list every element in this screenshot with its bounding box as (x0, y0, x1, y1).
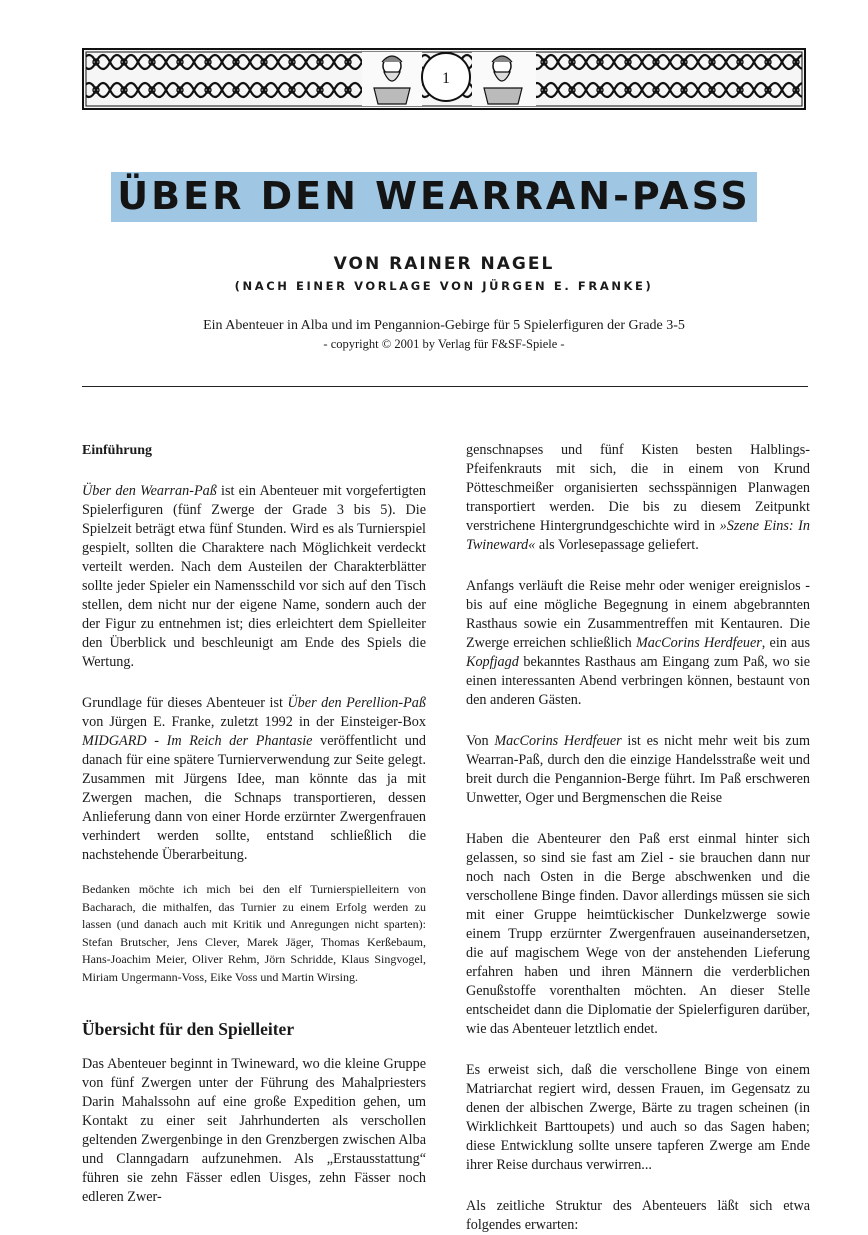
italic-text: MacCorins Herdfeuer (635, 635, 762, 651)
paragraph: Es erweist sich, daß die verschollene Binge von einem Matriarchat regiert wird, dessen Frauen, im Gegensatz zu denen der albischen Zwerge, Bärte zu tragen scheinen (in Wirklichkeit Barttoupets) und auch so das Sagen haben; diese Entwicklung sollte unsere tapferen Zwerge am Ende ihrer Reise durchaus verwirren... (466, 1062, 810, 1173)
paragraph: Das Abenteuer beginnt in Twineward, wo die kleine Gruppe von fünf Zwergen unter der Führung des Mahalpriesters Darin Mahalssohn auf eine große Expedition gehen, um Kontakt zu einer seit Jahrhunderten als verschollen geltenden Zwergenbinge in den Grenzbergen zwischen Alba und Clanngadarn aufzunehmen. Als „Erstausstattung“ führen sie zehn Fässer edlen Uisges, zehn Fässer noch edleren Zwer- (82, 1056, 426, 1205)
text: ist ein Abenteuer mit vorgefertigten Spielerfiguren (fünf Zwerge der Grade 3 bis 5). Die Spielzeit beträgt etwa fünf Stunden. Wird es als Turnierspiel gespielt, sollten die Charaktere nach Möglichkeit verdeckt verteilt werden. Nach dem Austeilen der Charakterblätter sollte jeder Spieler ein Namensschild vor sich auf den Tisch stellen, dem nicht nur der eigene Name, sondern auch der der Figur zu entnehmen ist; dies erleichtert dem Spielleiter den Überblick und beschleunigt am Ende des Spiels die Wertung. (82, 483, 426, 670)
italic-text: Über den Wearran-Paß (82, 483, 217, 499)
text: Von (466, 733, 495, 749)
text: bekanntes Rasthaus am Eingang zum Paß, wo sie einen interessanten Abend verbringen können, bestaunt von den anderen Gästen. (466, 654, 810, 708)
left-column (82, 441, 426, 1207)
header-banner (82, 48, 806, 110)
page-number: 1 (442, 70, 450, 87)
italic-text: Kopfjagd (466, 654, 519, 670)
author-line: VON RAINER NAGEL (333, 254, 555, 274)
source-credit: (NACH EINER VORLAGE VON JÜRGEN E. FRANKE) (234, 279, 654, 293)
text: , ein aus (761, 635, 810, 651)
text: als Vorlesepassage geliefert. (535, 537, 699, 553)
divider (82, 386, 808, 387)
paragraph (466, 441, 810, 555)
dwarf-figure-right (472, 52, 536, 106)
text: ist es nicht mehr weit bis zum Wearran-Paß, durch den die einzige Handelsstraße weit und breit durch die Pengannion-Berge führt. Im Paß erschweren Unwetter, Oger und Bergmenschen die Reise (466, 733, 810, 806)
paragraph: Haben die Abenteurer den Paß erst einmal hinter sich gelassen, so sind sie fast am Ziel - sie brauchen dann nur noch nach Osten in die Berge abschwenken und die verschollene Binge finden. Davor allerdings müssen sie sich mit einer Gruppe heimtückischer Dunkelzwerge sowie einem Trupp erzürnter Zwergenfrauen auseinandersetzen, die auf magischem Wege von der anstehenden Lieferung erfahren haben und ihren Männern die verderblichen Genußstoffe vorenthalten möchten. An dieser Stelle entscheidet dann die Diplomatie der Spielerfiguren darüber, wie das Abenteuer letztlich endet. (466, 831, 810, 1037)
paragraph (82, 482, 426, 672)
text: Anfangs verläuft die Reise mehr oder weniger ereignislos - bis auf eine mögliche Begegnung in einem abgebrannten Rasthaus sowie ein Zusammentreffen mit Kentauren. Die Zwerge erreichen schließlich (466, 578, 810, 651)
right-column (466, 441, 810, 1235)
document-title: ÜBER DEN WEARRAN-PASS (111, 172, 756, 222)
paragraph: Als zeitliche Struktur des Abenteuers läßt sich etwa folgendes erwarten: (466, 1198, 810, 1233)
heading-einfuehrung: Einführung (82, 443, 153, 458)
heading-uebersicht: Übersicht für den Spielleiter (82, 1019, 295, 1039)
paragraph (466, 732, 810, 808)
italic-text: »Szene Eins: In Twineward« (466, 518, 811, 553)
dwarf-figure-left (362, 52, 422, 106)
text: von Jürgen E. Franke, zuletzt 1992 in der Einsteiger-Box (82, 714, 426, 730)
text: Grundlage für dieses Abenteuer ist (82, 695, 288, 711)
italic-text: MacCorins Herdfeuer (494, 733, 622, 749)
text: genschnapses und fünf Kisten besten Halblings-Pfeifenkrauts mit sich, die in einem von Krund Pötteschmeißer organisierten sechsspännigen Planwagen transportiert werden. Die bis zu diesem Zeitpunkt verstrichene Hintergrundgeschichte wird in (466, 442, 810, 534)
subtitle: Ein Abenteuer in Alba und im Pengannion-Gebirge für 5 Spielerfiguren der Grade 3-5 (203, 318, 685, 333)
paragraph (82, 694, 426, 865)
italic-text: Über den Perellion-Paß (287, 695, 426, 711)
text: veröffentlicht und danach für eine spätere Turnierverwendung zur Seite gelegt. Zusammen mit Jürgens Idee, man könnte das ja mit Zwergen machen, die Schnaps transportieren, dessen Anlieferung dann von einer Horde erzürnter Zwergenfrauen verhindert werden sollte, entstand schließlich die nachstehende Überarbeitung. (82, 733, 427, 863)
paragraph (466, 577, 810, 710)
title-block (0, 172, 868, 222)
italic-text: MIDGARD - Im Reich der Phantasie (82, 733, 313, 749)
copyright: - copyright © 2001 by Verlag für F&SF-Spiele - (323, 337, 565, 351)
acknowledgements: Bedanken möchte ich mich bei den elf Turnierspielleitern von Bacharach, die mithalfen, das Turnier zu einem Erfolg werden zu lassen (und danach auch mit Kritik und Anregungen nicht sparten): Stefan Brutscher, Jens Clever, Marek Jäger, Thomas Kerßebaum, Hans-Joachim Meier, Oliver Rehm, Jörn Schridde, Klaus Singvogel, Miriam Ungermann-Voss, Eike Voss und Martin Wirsing. (82, 882, 426, 984)
